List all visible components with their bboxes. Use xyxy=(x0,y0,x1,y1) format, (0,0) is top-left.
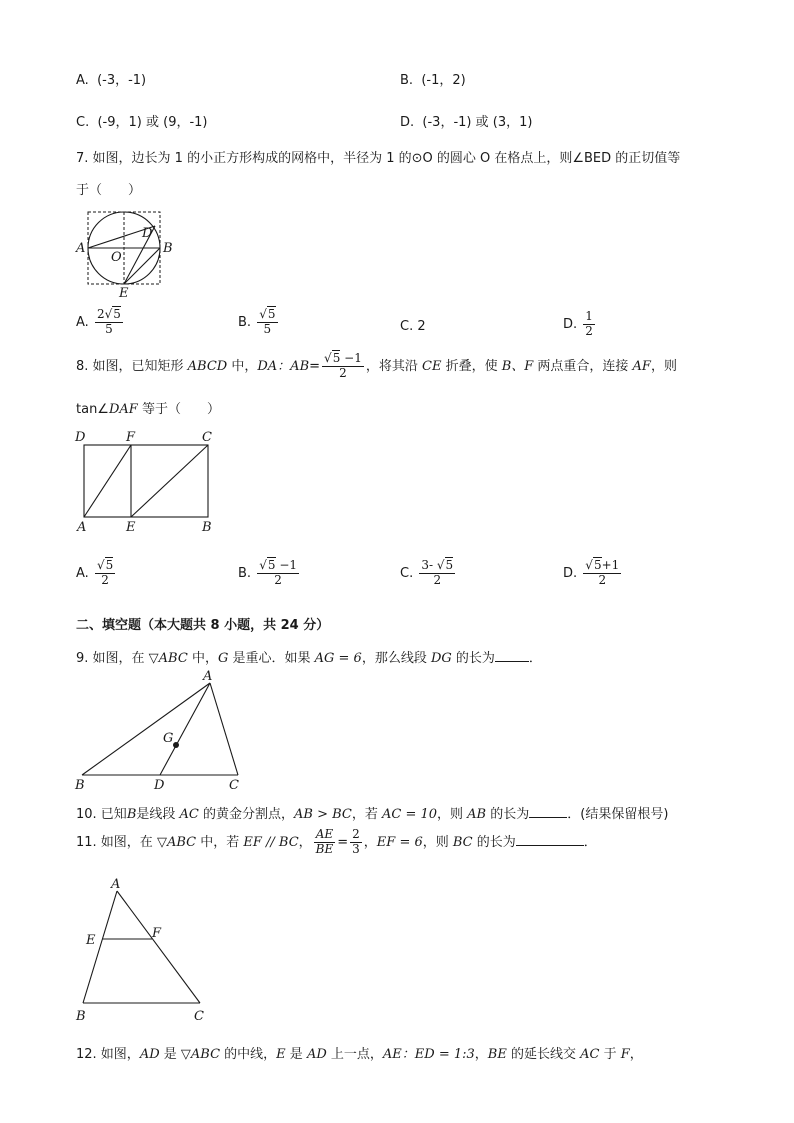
q9-fig-label-d: D xyxy=(154,778,165,793)
section-heading-fill-in: 二、填空题（本大题共 8 小题，共 24 分） xyxy=(76,618,330,633)
q8-fig-label-a: A xyxy=(77,520,87,535)
q7-stem-line1: 7. 如图，边长为 1 的小正方形构成的网格中，半径为 1 的⊙O 的圆心 O 在格点上，则∠BED 的正切值等 xyxy=(76,151,681,166)
q7-stem-line2: 于（ ） xyxy=(76,183,142,198)
q6-option-b: B. (-1，2) xyxy=(400,73,466,88)
q9-fig-label-g: G xyxy=(163,731,174,746)
q6-option-c: C. (-9，1) 或 (9，-1) xyxy=(76,115,208,130)
q11-fig-label-b: B xyxy=(76,1009,86,1024)
q11-fig-label-e: E xyxy=(86,933,96,948)
q9-stem: 9. 如图，在 ▽ABC 中，G 是重心．如果 AG = 6，那么线段 DG 的长为 ． xyxy=(76,651,542,666)
q8-option-c: C. $\frac{3- √5}{2}$ xyxy=(400,558,454,587)
q8-fig-label-d: D xyxy=(75,430,86,445)
q7-fig-label-o: O xyxy=(111,250,122,265)
q7-option-a: A. $\frac{2√5}{5}$ xyxy=(76,307,121,336)
q6-option-d: D. (-3，-1) 或 (3，1) xyxy=(400,115,533,130)
q9-centroid-point xyxy=(173,742,179,748)
q8-stem-line2: tan∠DAF 等于（ ） xyxy=(76,402,220,417)
q7-fig-label-a: A xyxy=(76,241,86,256)
q11-fig-label-f: F xyxy=(152,926,162,941)
q7-fig-label-b: B xyxy=(163,241,173,256)
q8-option-d: D. $\frac{√5+1}{2}$ xyxy=(563,558,620,587)
q9-fig-label-c: C xyxy=(229,778,239,793)
q8-option-a: A. $\frac{√5}{2}$ xyxy=(76,558,114,587)
q11-fig-label-c: C xyxy=(194,1009,204,1024)
q9-fig-label-b: B xyxy=(75,778,85,793)
q7-option-d: D. $\frac{1}{2}$ xyxy=(563,309,593,338)
q8-fig-label-b: B xyxy=(202,520,212,535)
q7-fig-label-e: E xyxy=(119,286,129,300)
q9-answer-blank xyxy=(495,649,529,662)
q11-figure xyxy=(72,874,222,1026)
q9-fig-label-a: A xyxy=(203,669,213,684)
q6-option-a: A. (-3，-1) xyxy=(76,73,147,88)
q7-figure xyxy=(74,206,174,300)
q11-fig-label-a: A xyxy=(111,877,121,892)
q8-option-b: B. $\frac{√5 -1}{2}$ xyxy=(238,558,298,587)
q10-answer-blank xyxy=(529,805,567,818)
q8-figure xyxy=(72,426,222,538)
q11-stem: 11. 如图，在 ▽ABC 中，若 EF // BC， $\frac{AE}{BE}$ = $\frac{2}{3}$ ，EF = 6，则 BC 的长为 ． xyxy=(76,827,597,856)
q7-option-c: C. 2 xyxy=(400,319,426,334)
q8-stem-line1: 8. 如图，已知矩形 ABCD 中，DA：AB= $\frac{√5 -1}{2}$ ，将其沿 CE 折叠，使 B、F 两点重合，连接 AF，则 xyxy=(76,351,677,380)
q10-stem: 10. 已知B是线段 AC 的黄金分割点，AB > BC，若 AC = 10，则 AB 的长为 ．(结果保留根号) xyxy=(76,807,669,822)
q12-stem: 12. 如图，AD 是 ▽ABC 的中线，E 是 AD 上一点，AE：ED = 1:3，BE 的延长线交 AC 于 F， xyxy=(76,1047,643,1062)
q7-option-b: B. $\frac{√5}{5}$ xyxy=(238,307,276,336)
q7-fig-label-d: D xyxy=(142,226,153,241)
q9-figure xyxy=(72,668,252,793)
q8-fig-label-c: C xyxy=(202,430,212,445)
q8-fig-label-f: F xyxy=(126,430,136,445)
q8-fig-label-e: E xyxy=(126,520,136,535)
q11-answer-blank xyxy=(516,833,584,846)
